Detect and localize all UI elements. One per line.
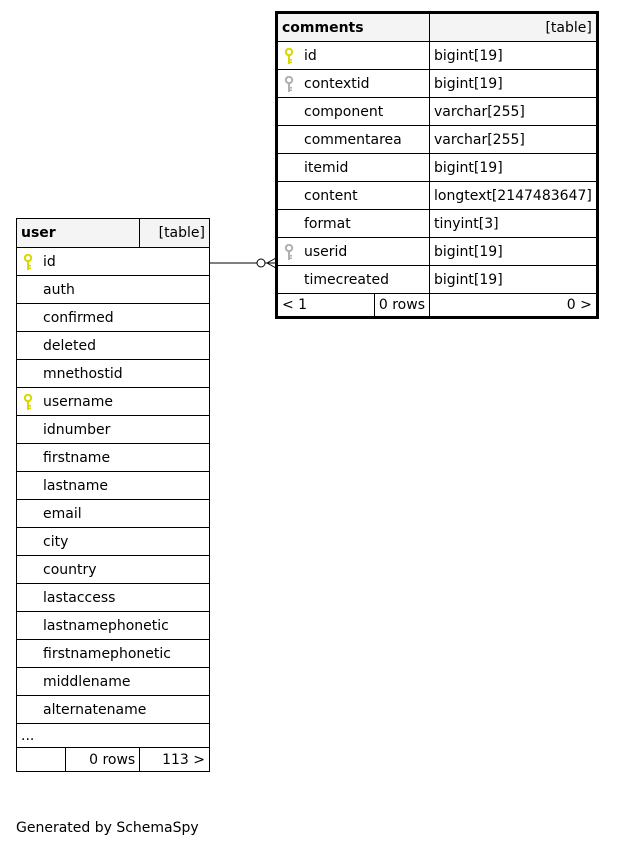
column-name: itemid (304, 159, 349, 176)
column-name-cell (277, 126, 430, 154)
table-name[interactable]: comments (277, 13, 430, 42)
column-type: bigint[19] (430, 266, 598, 294)
column-name: mnethostid (43, 365, 123, 382)
column-row[interactable] (17, 500, 210, 528)
column-name: firstname (43, 449, 111, 466)
primary-key-icon (23, 254, 33, 271)
more-columns-row (17, 724, 210, 748)
column-name-cell (17, 388, 210, 416)
column-row[interactable] (17, 444, 210, 472)
comments-table-header (277, 13, 598, 42)
more-columns-ellipsis: ... (17, 724, 210, 748)
table-type-label: [table] (140, 219, 210, 248)
column-row[interactable] (277, 210, 598, 238)
column-row[interactable] (17, 304, 210, 332)
column-name-cell (17, 304, 210, 332)
column-name-cell (277, 238, 430, 266)
user-table[interactable] (16, 218, 210, 772)
column-name-cell (17, 248, 210, 276)
column-type: bigint[19] (430, 42, 598, 70)
column-name: content (304, 187, 358, 204)
column-name-cell (17, 668, 210, 696)
column-name: commentarea (304, 131, 402, 148)
parent-count[interactable]: < 1 (278, 294, 374, 316)
column-name: timecreated (304, 271, 389, 288)
column-name: id (304, 47, 317, 64)
primary-key-icon (284, 48, 294, 65)
column-name: middlename (43, 673, 131, 690)
table-name[interactable]: user (17, 219, 140, 248)
column-name-cell (17, 640, 210, 668)
column-type: tinyint[3] (430, 210, 598, 238)
column-name: username (43, 393, 113, 410)
column-name: component (304, 103, 384, 120)
column-name-cell (17, 612, 210, 640)
column-row[interactable] (17, 472, 210, 500)
column-row[interactable] (17, 388, 210, 416)
user-table-header (17, 219, 210, 248)
column-name-cell (277, 98, 430, 126)
column-row[interactable] (277, 266, 598, 294)
child-count[interactable]: 0 > (430, 294, 598, 318)
column-row[interactable] (17, 584, 210, 612)
column-name-cell (277, 42, 430, 70)
column-name: lastaccess (43, 589, 116, 606)
column-name: email (43, 505, 82, 522)
row-count: 0 rows (378, 297, 425, 313)
column-name-cell (17, 556, 210, 584)
column-name: lastnamephonetic (43, 617, 169, 634)
column-name: id (43, 253, 56, 270)
column-name-cell (17, 584, 210, 612)
column-name-cell (17, 416, 210, 444)
column-name: alternatename (43, 701, 147, 718)
column-name-cell (277, 154, 430, 182)
column-row[interactable] (17, 696, 210, 724)
primary-key-icon (23, 394, 33, 411)
column-name-cell (17, 528, 210, 556)
column-name-cell (277, 266, 430, 294)
column-name: firstnamephonetic (43, 645, 171, 662)
column-row[interactable] (17, 556, 210, 584)
generated-by-footer: Generated by SchemaSpy (16, 820, 199, 836)
column-row[interactable] (17, 276, 210, 304)
column-name-cell (277, 182, 430, 210)
column-name: lastname (43, 477, 108, 494)
column-row[interactable] (17, 416, 210, 444)
column-name: deleted (43, 337, 96, 354)
child-count[interactable]: 113 > (140, 748, 210, 772)
comments-table[interactable] (275, 11, 599, 319)
column-type: varchar[255] (430, 98, 598, 126)
table-type-label: [table] (430, 13, 598, 42)
foreign-key-icon (284, 76, 294, 93)
row-count: 0 rows (65, 748, 139, 772)
foreign-key-icon (284, 244, 294, 261)
column-row[interactable] (277, 154, 598, 182)
column-row[interactable] (277, 238, 598, 266)
column-row[interactable] (17, 528, 210, 556)
column-name-cell (17, 472, 210, 500)
column-row[interactable] (17, 332, 210, 360)
column-name-cell (277, 210, 430, 238)
column-name: idnumber (43, 421, 111, 438)
column-name: userid (304, 243, 348, 260)
column-row[interactable] (277, 42, 598, 70)
column-name-cell (17, 360, 210, 388)
column-row[interactable] (17, 612, 210, 640)
column-row[interactable] (17, 360, 210, 388)
column-type: bigint[19] (430, 70, 598, 98)
column-row[interactable] (277, 182, 598, 210)
column-name-cell (17, 696, 210, 724)
column-type: bigint[19] (430, 154, 598, 182)
column-name-cell (17, 332, 210, 360)
column-name: format (304, 215, 351, 232)
column-type: varchar[255] (430, 126, 598, 154)
column-row[interactable] (17, 640, 210, 668)
column-name: confirmed (43, 309, 114, 326)
parent-count[interactable] (17, 748, 66, 772)
column-row[interactable] (277, 126, 598, 154)
column-name: city (43, 533, 69, 550)
column-name: auth (43, 281, 75, 298)
user-table-footer (17, 748, 210, 772)
column-type: bigint[19] (430, 238, 598, 266)
column-name-cell (17, 276, 210, 304)
column-row[interactable] (277, 70, 598, 98)
column-name-cell (277, 70, 430, 98)
column-type: longtext[2147483647] (430, 182, 598, 210)
column-name: country (43, 561, 97, 578)
column-name-cell (17, 500, 210, 528)
column-row[interactable] (17, 248, 210, 276)
column-row[interactable] (277, 98, 598, 126)
comments-table-footer (277, 294, 598, 318)
column-name-cell (17, 444, 210, 472)
column-name: contextid (304, 75, 370, 92)
column-row[interactable] (17, 668, 210, 696)
